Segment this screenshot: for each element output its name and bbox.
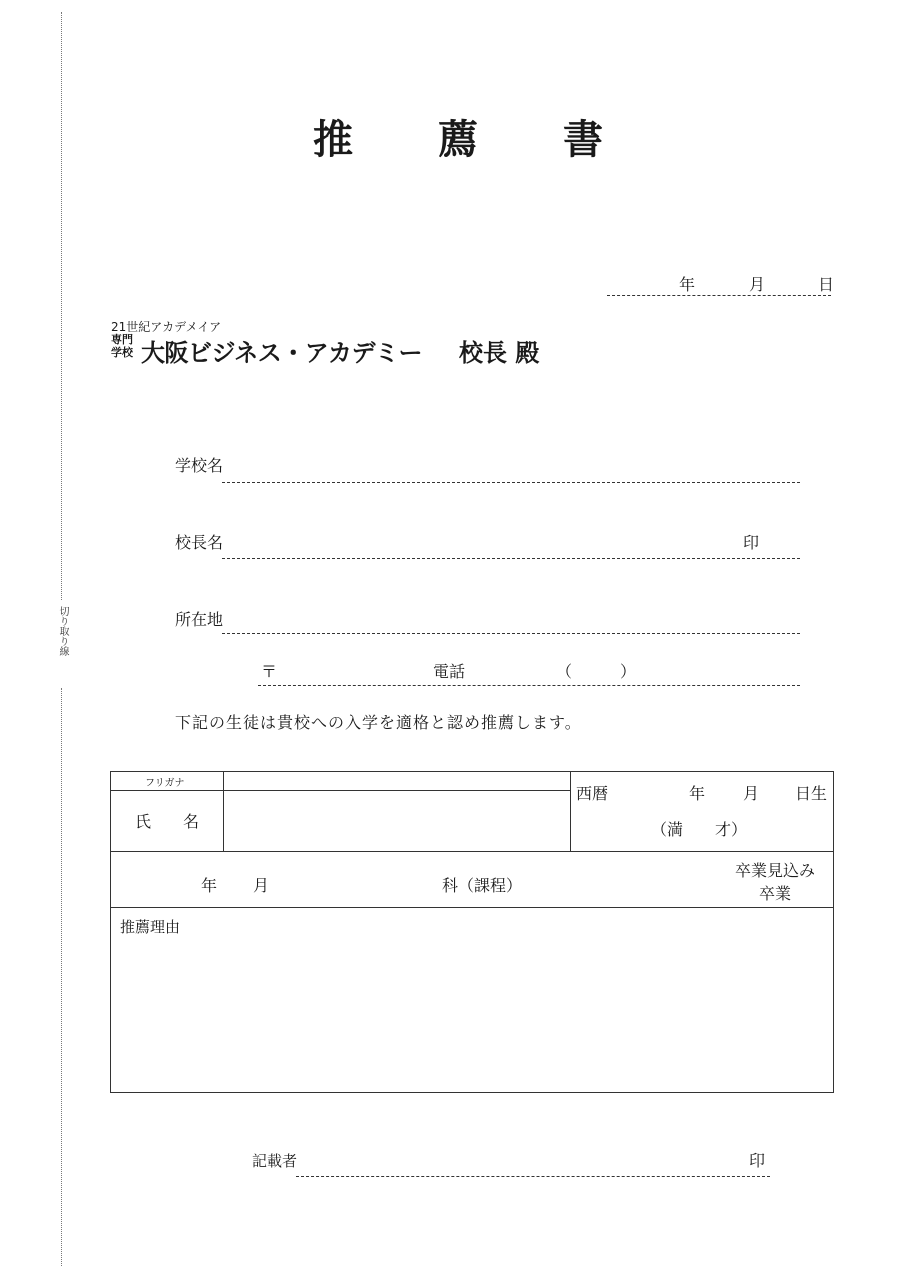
writer-label: 記載者 xyxy=(252,1152,298,1170)
writer-seal: 印 xyxy=(749,1151,766,1170)
name-field[interactable] xyxy=(224,791,571,852)
address-label: 所在地 xyxy=(175,610,224,629)
recommendation-statement: 下記の生徒は貴校への入学を適格と認め推薦します。 xyxy=(175,713,582,732)
student-info-table xyxy=(110,771,834,1093)
birth-era-label: 西暦 xyxy=(576,784,609,803)
date-month: 月 xyxy=(749,275,766,294)
recommendation-reason-label: 推薦理由 xyxy=(120,918,181,936)
furigana-field[interactable] xyxy=(224,772,571,791)
principal-seal: 印 xyxy=(743,533,760,552)
age-label: （満 才） xyxy=(651,820,748,839)
graduated-label: 卒業 xyxy=(759,884,792,903)
school-type-badge: 専門学校 xyxy=(111,333,133,359)
graduation-cell[interactable] xyxy=(111,852,834,908)
school-name-label: 学校名 xyxy=(175,456,224,475)
birth-month-label: 月 xyxy=(743,784,760,803)
course-label: 科（課程） xyxy=(442,876,523,895)
principal-name-label: 校長名 xyxy=(175,533,224,552)
grad-year-label: 年 xyxy=(201,876,218,895)
cut-line-bottom xyxy=(61,688,62,1266)
title-char-2: 薦 xyxy=(438,116,478,163)
date-field[interactable] xyxy=(607,295,831,296)
birthdate-cell[interactable] xyxy=(571,772,834,852)
postal-mark: 〒 xyxy=(261,662,278,681)
grad-month-label: 月 xyxy=(253,876,270,895)
writer-field[interactable] xyxy=(296,1176,770,1177)
furigana-label: フリガナ xyxy=(145,778,185,789)
title-char-3: 書 xyxy=(563,116,603,163)
recommendation-reason-cell[interactable] xyxy=(111,908,834,1093)
cut-line-top xyxy=(61,12,62,600)
cut-line-label: 切り取り線 xyxy=(57,606,68,656)
name-label-cell xyxy=(111,791,224,852)
phone-paren: （ ） xyxy=(556,662,637,681)
school-name-field[interactable] xyxy=(222,482,800,483)
grad-expected-label: 卒業見込み xyxy=(735,861,816,880)
school-name: 大阪ビジネス・アカデミー xyxy=(141,339,423,367)
address-field[interactable] xyxy=(222,633,800,634)
school-subtitle: 21世紀アカデメイア xyxy=(111,320,222,334)
postal-phone-field[interactable] xyxy=(258,685,800,686)
title-char-1: 推 xyxy=(313,116,353,163)
date-year: 年 xyxy=(679,275,696,294)
principal-name-field[interactable] xyxy=(222,558,800,559)
principal-addressee: 校長 殿 xyxy=(459,339,540,367)
name-label: 氏 名 xyxy=(135,812,200,831)
birth-year-label: 年 xyxy=(689,784,706,803)
birth-day-label: 日生 xyxy=(795,784,828,803)
furigana-label-cell xyxy=(111,772,224,791)
date-day: 日 xyxy=(818,275,835,294)
phone-label: 電話 xyxy=(433,662,466,681)
